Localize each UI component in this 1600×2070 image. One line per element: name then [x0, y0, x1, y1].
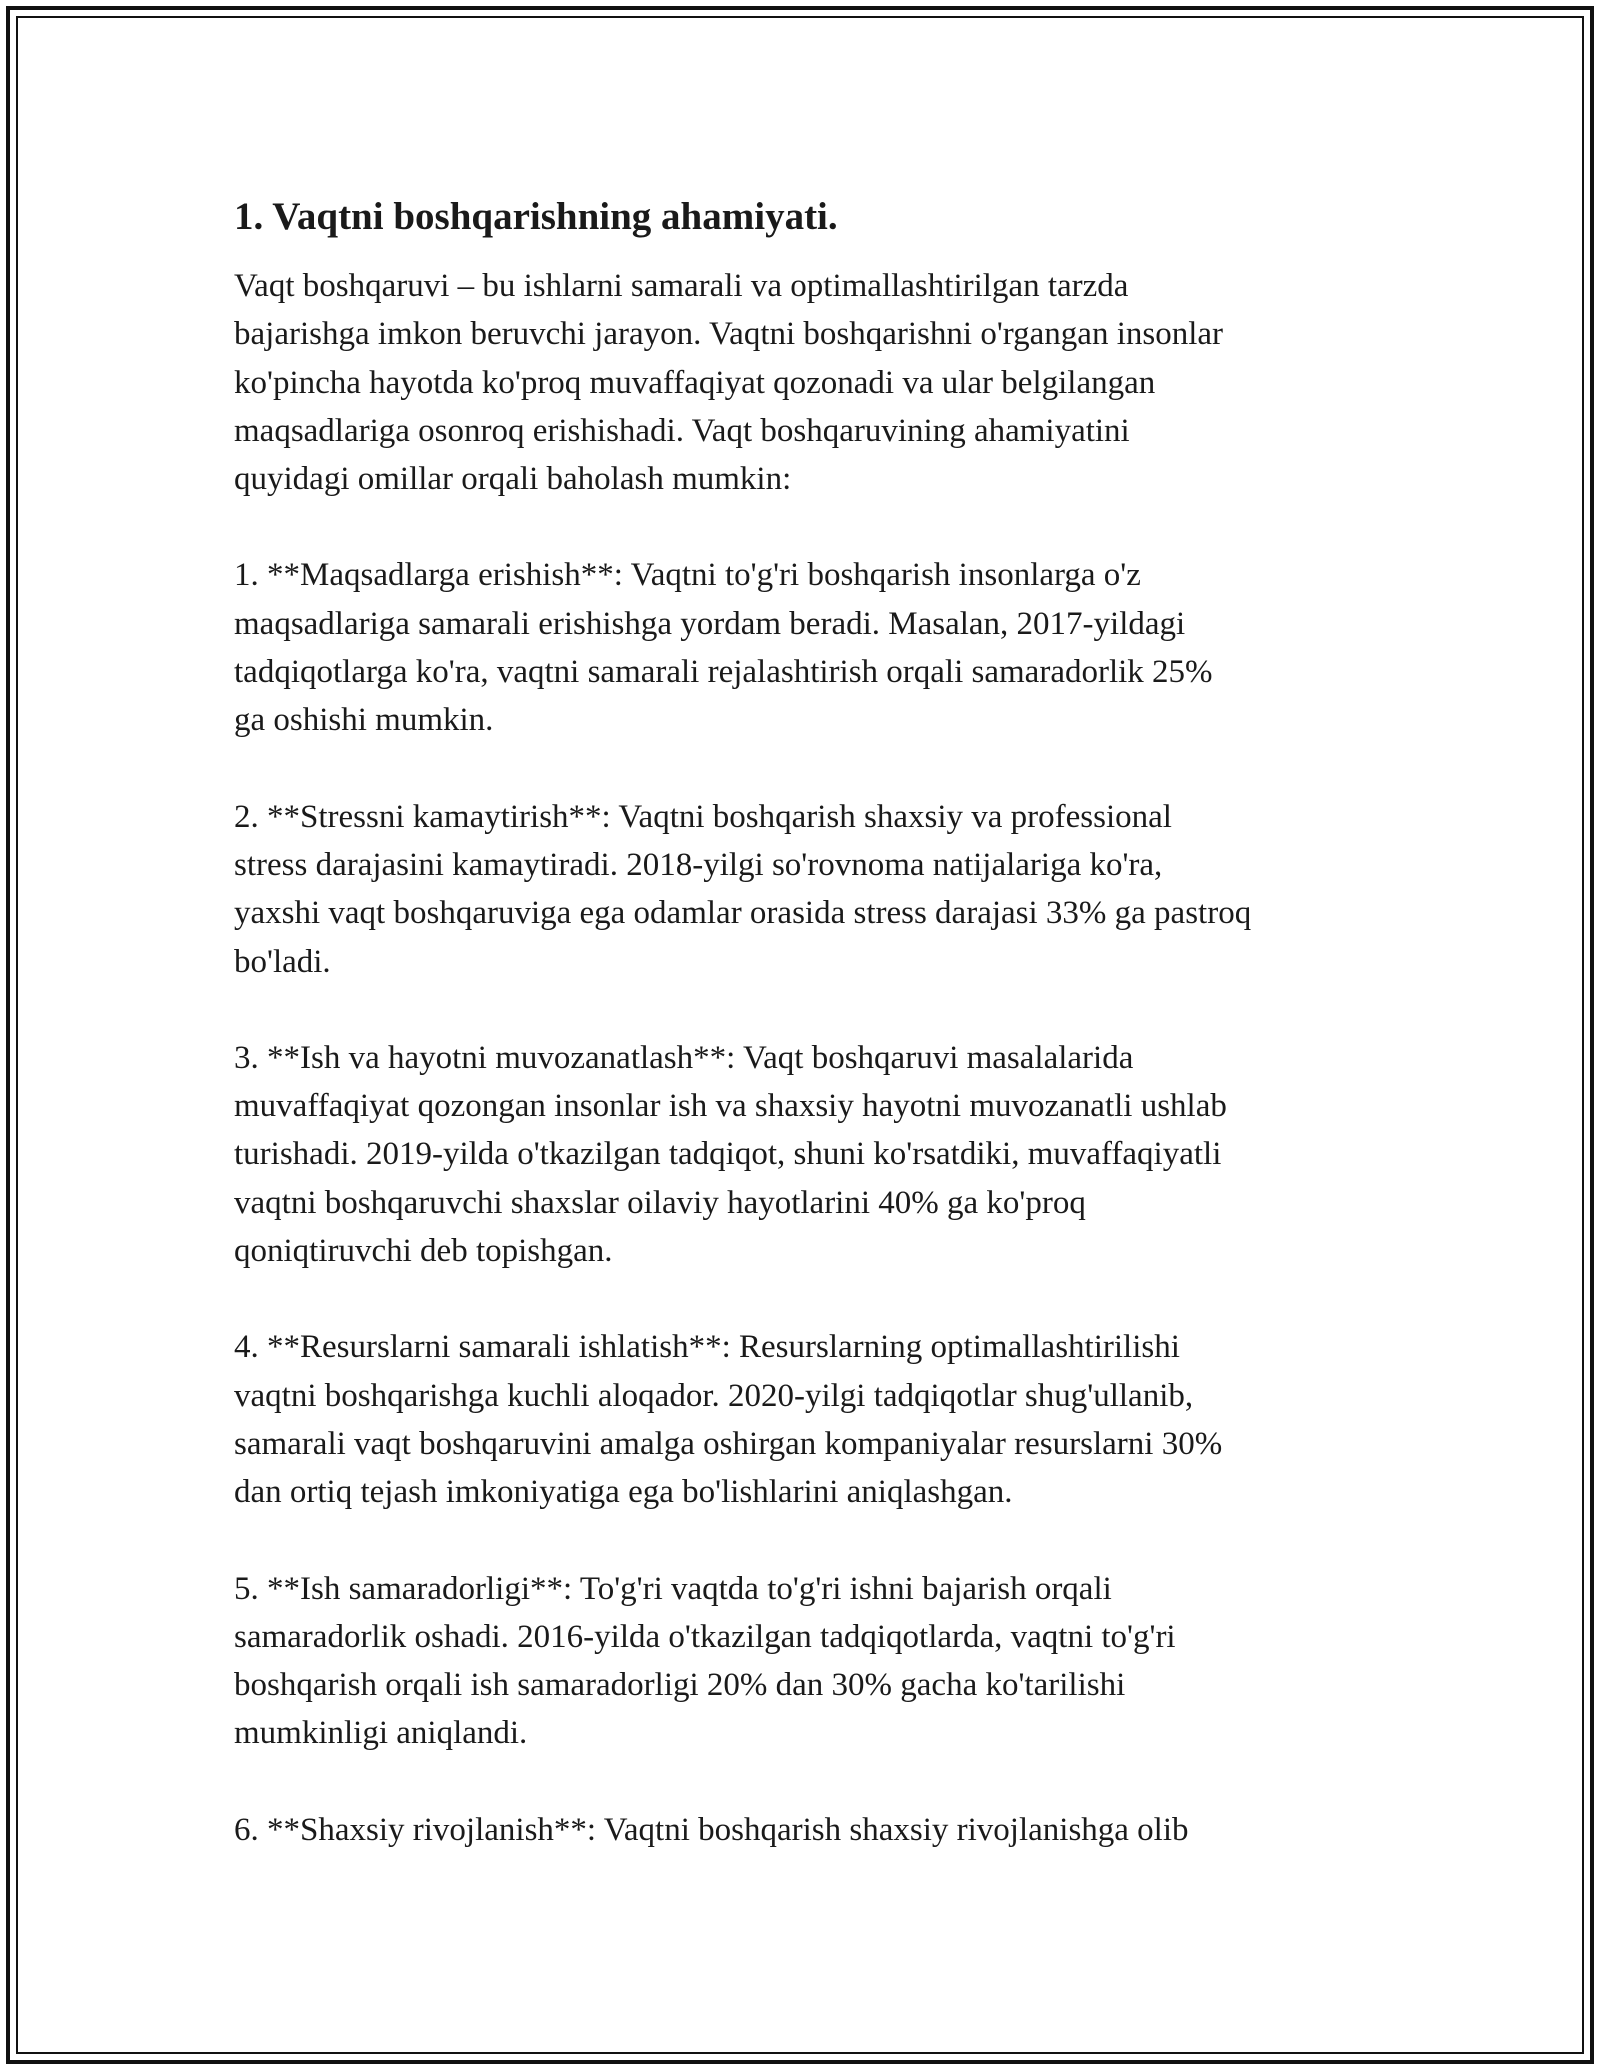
- list-item-work-life-balance: 3. **Ish va hayotni muvozanatlash**: Vaqt boshqaruvi masalalarida muvaffaqiyat qozongan insonlar ish va shaxsiy hayotni muvozanatli ushlab turishadi. 2019-yilda o'tkazilgan tadqiqot, shuni ko'rsatdiki, muvaffaqiyatli vaqtni boshqaruvchi shaxslar oilaviy hayotlarini 40% ga ko'proq qoniqtiruvchi deb topishgan.: [234, 1039, 1227, 1270]
- list-item-resources: 4. **Resurslarni samarali ishlatish**: Resurslarning optimallashtirilishi vaqtni boshqarishga kuchli aloqador. 2020-yilgi tadqiqotlar shug'ullanib, samarali vaqt boshqaruvini amalga oshirgan kompaniyalar resurslarni 30% dan ortiq tejash imkoniyatiga ega bo'lishlarini aniqlashgan.: [234, 1329, 1223, 1511]
- intro-paragraph: Vaqt boshqaruvi – bu ishlarni samarali va optimallashtirilgan tarzda bajarishga imkon beruvchi jarayon. Vaqtni boshqarishni o'rgangan insonlar ko'pincha hayotda ko'proq muvaffaqiyat qozonadi va ular belgilangan maqsadlariga osonroq erishishadi. Vaqt boshqaruvining ahamiyatini quyidagi omillar orqali baholash mumkin:: [234, 268, 1224, 498]
- document-body: [234, 190, 1384, 1902]
- list-item-goals: 1. **Maqsadlarga erishish**: Vaqtni to'g'ri boshqarish insonlarga o'z maqsadlariga samarali erishishga yordam beradi. Masalan, 2017-yildagi tadqiqotlarga ko'ra, vaqtni samarali rejalashtirish orqali samaradorlik 25% ga oshishi mumkin.: [234, 557, 1213, 739]
- list-item-personal-growth: 6. **Shaxsiy rivojlanish**: Vaqtni boshqarish shaxsiy rivojlanishga olib: [234, 1811, 1189, 1848]
- list-item-productivity: 5. **Ish samaradorligi**: To'g'ri vaqtda to'g'ri ishni bajarish orqali samaradorlik oshadi. 2016-yilda o'tkazilgan tadqiqotlarda, vaqtni to'g'ri boshqarish orqali ish samaradorligi 20% dan 30% gacha ko'tarilishi mumkinligi aniqlandi.: [234, 1570, 1176, 1752]
- section-heading: 1. Vaqtni boshqarishning ahamiyati.: [234, 195, 838, 238]
- list-item-stress: 2. **Stressni kamaytirish**: Vaqtni boshqarish shaxsiy va professional stress darajasini kamaytiradi. 2018-yilgi so'rovnoma natijalariga ko'ra, yaxshi vaqt boshqaruviga ega odamlar orasida stress darajasi 33% ga pastroq bo'ladi.: [234, 798, 1252, 980]
